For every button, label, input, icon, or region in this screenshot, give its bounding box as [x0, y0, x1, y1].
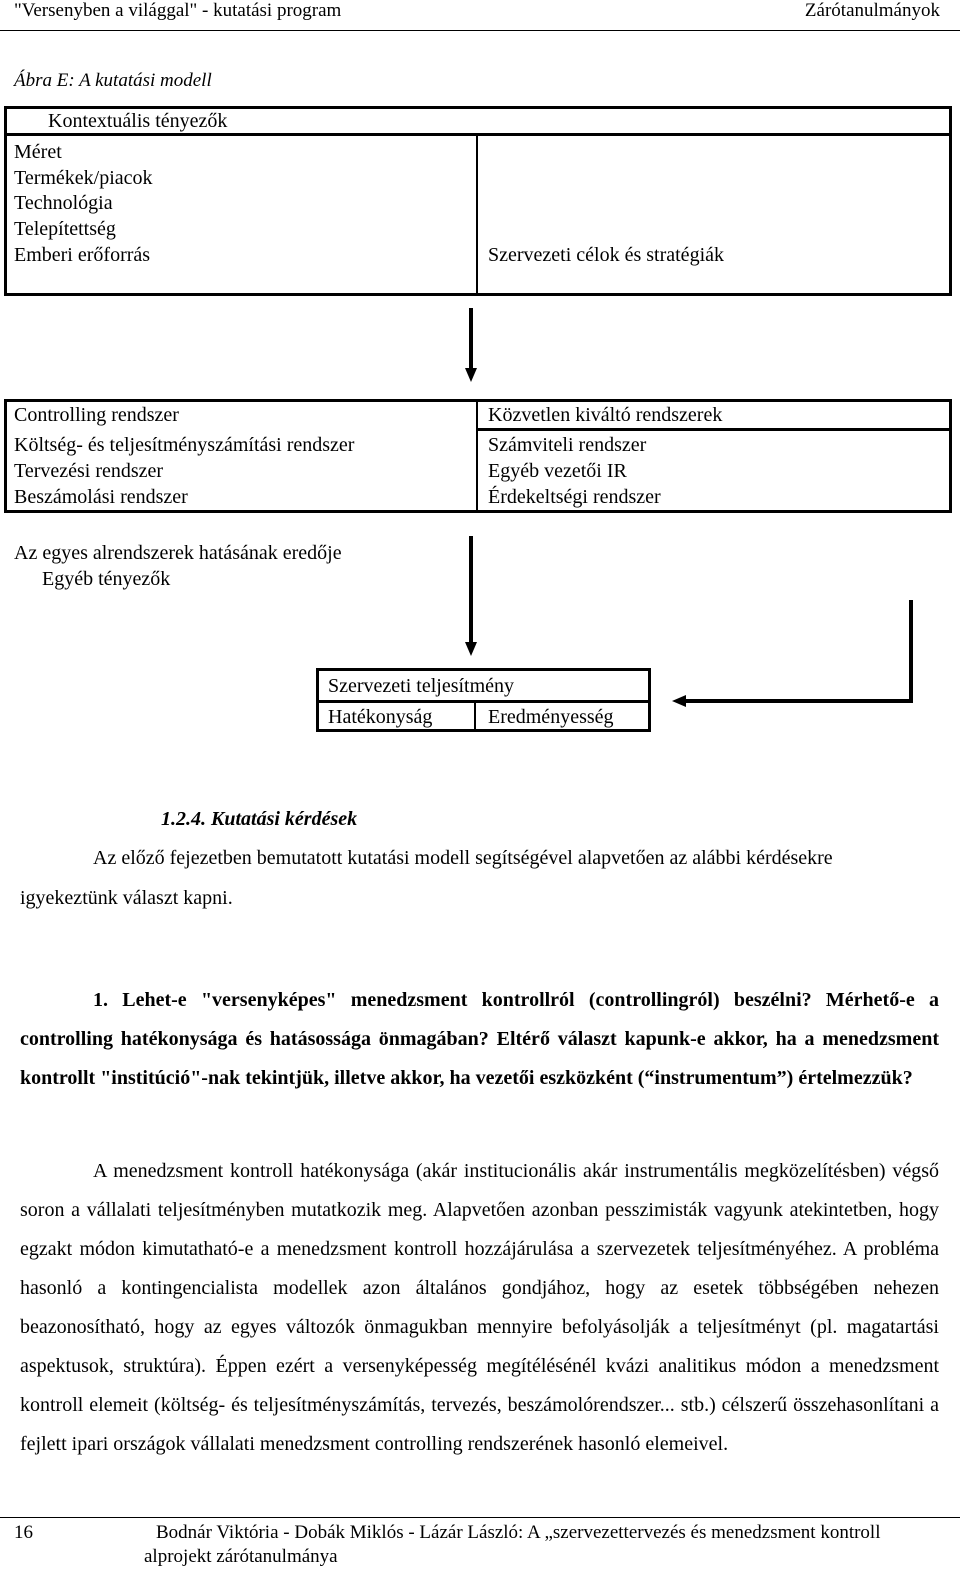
controlling-item: Tervezési rendszer: [14, 460, 164, 482]
section-title: Kutatási kérdések: [211, 808, 358, 830]
intro-rest: igyekeztünk választ kapni.: [20, 887, 233, 909]
header-left: "Versenyben a világgal" - kutatási program: [14, 0, 342, 21]
context-item: Telepítettség: [14, 218, 116, 240]
body-paragraph: A menedzsment kontroll hatékonysága (akár institucionális akár instrumentális megközelítésben) végső soron a vállalati teljesítményben mutatkozik meg. Alapvetően azonban pesszimisták vagyunk atekintetben, hogy egzakt módon kimutatható-e a menedzsment kontroll hozzájárulása a szervezetek teljesítményéhez. A probléma hasonló a kontingencialista modellek azon általános gondjához, hogy az esetek többségében nehezen beazonosítható, hogy az egyes változók önmagukban mennyire befolyásolják a teljesítményt (pl. magatartási aspektusok, struktúra). Éppen ezért a versenyképesség megítélésénél kvázi analitikus módon a menedzsment kontroll elemeit (költség- és teljesítményszámítás, tervezés, beszámolórendszer... stb.) célszerű összehasonlítani a fejlett ipari országok vállalati menedzsment controlling rendszerének hasonló elemeivel.: [20, 1160, 939, 1455]
header-right: Zárótanulmányok: [804, 0, 940, 21]
intro-first-line: Az előző fejezetben bemutatott kutatási modell segítségével alapvetően az alábbi kérdésekre: [93, 847, 833, 869]
section-number: 1.2.4.: [161, 808, 206, 830]
indirect-item: Egyéb vezetői IR: [488, 460, 627, 482]
context-item: Termékek/piacok: [14, 167, 153, 189]
context-item: Emberi erőforrás: [14, 244, 151, 266]
goals-label: Szervezeti célok és stratégiák: [488, 244, 724, 266]
footer-line-1: Bodnár Viktória - Dobák Miklós - Lázár László: A „szervezettervezés és menedzsment kontroll: [156, 1522, 881, 1543]
header-rule: [0, 30, 960, 31]
performance-column-divider: [474, 702, 476, 732]
research-question: 1. Lehet-e "versenyképes" menedzsment kontrollról (controllingról) beszélni? Mérhető-e a controlling hatékonysága és hatásossága önmagában? Eltérő választ kapunk-e akkor, ha a menedzsment kontrollt "institúció"-nak tekintjük, illetve akkor, ha vezetői eszközként (“instrumentum”) értelmezzük?: [20, 989, 939, 1089]
footer-rule: [0, 1517, 960, 1518]
controlling-item: Beszámolási rendszer: [14, 486, 188, 508]
resultant-label: Az egyes alrendszerek hatásának eredője: [14, 542, 342, 564]
indirect-item: Számviteli rendszer: [488, 434, 647, 456]
systems-divider: [476, 428, 952, 431]
context-item: Méret: [14, 141, 62, 163]
other-factors-label: Egyéb tényezők: [42, 568, 171, 590]
effectiveness-label: Eredményesség: [488, 706, 614, 728]
footer-line-2: alprojekt zárótanulmánya: [144, 1546, 338, 1567]
elbow-arrow-vertical: [909, 600, 913, 703]
indirect-item: Közvetlen kiváltó rendszerek: [488, 404, 723, 426]
performance-divider: [316, 700, 651, 703]
context-title: Kontextuális tényezők: [48, 110, 228, 132]
context-column-divider: [476, 134, 478, 296]
efficiency-label: Hatékonyság: [328, 706, 433, 728]
indirect-item: Érdekeltségi rendszer: [488, 486, 661, 508]
systems-column-divider: [476, 399, 478, 513]
controlling-item: Controlling rendszer: [14, 404, 179, 426]
arrow-down-icon: [465, 642, 477, 656]
page-number: 16: [14, 1522, 33, 1543]
arrow-down-icon: [465, 368, 477, 382]
arrow-shaft: [469, 536, 473, 644]
context-item: Technológia: [14, 192, 113, 214]
arrow-shaft: [469, 308, 473, 370]
section-heading: [161, 808, 357, 831]
controlling-item: Költség- és teljesítményszámítási rendszer: [14, 434, 355, 456]
elbow-arrow-horizontal: [686, 699, 913, 703]
figure-caption: Ábra E: A kutatási modell: [14, 70, 212, 91]
arrow-left-icon: [672, 695, 686, 707]
performance-title: Szervezeti teljesítmény: [328, 675, 515, 697]
